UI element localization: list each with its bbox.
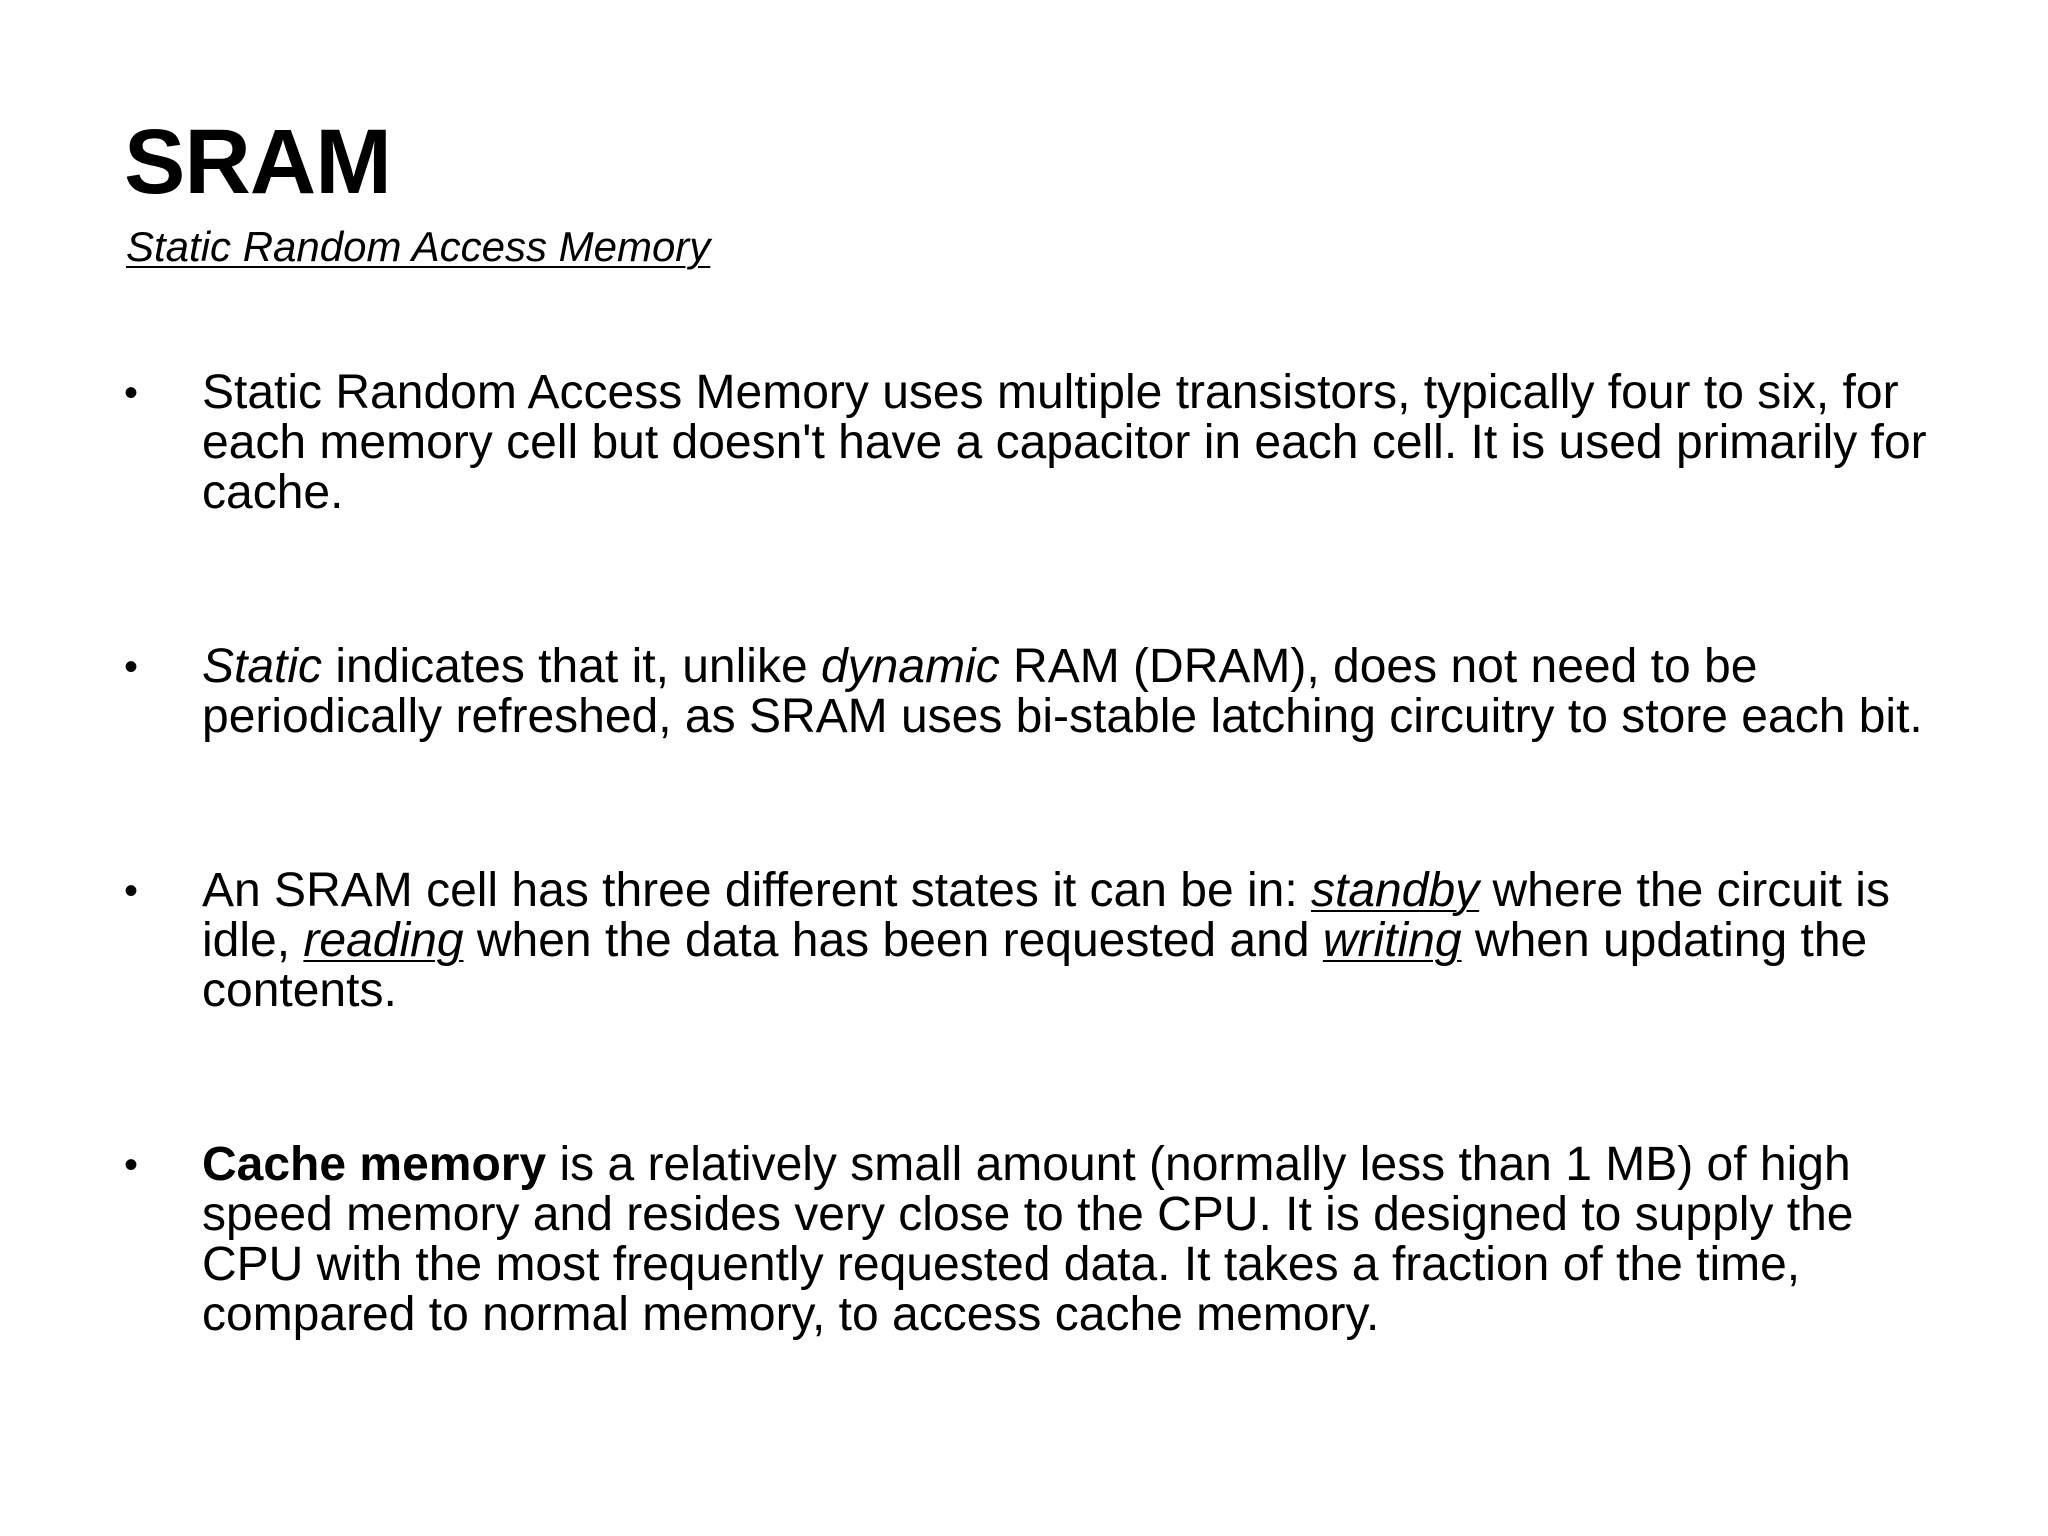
bullet-icon: •	[124, 371, 139, 415]
term-reading: reading	[303, 914, 464, 967]
bullet-list	[124, 368, 1964, 1464]
bullet-text: where the circuit is idle,	[202, 864, 1890, 967]
bullet-text: when updating the contents.	[202, 914, 1868, 1017]
bullet-icon: •	[124, 645, 139, 689]
bullet-text: is a relatively small amount (normally less than 1 MB) of high speed memory and resides very close to the CPU. It is designed to supply the CPU with the most frequently requested data. It takes a fraction of the time, compared to normal memory, to access cache memory.	[202, 1138, 1854, 1341]
bullet-item-sram-definition	[124, 368, 1964, 518]
bullet-text: Static Random Access Memory uses multiple transistors, typically four to six, for each memory cell but doesn't have a capacitor in each cell. It is used primarily for cache.	[202, 366, 1927, 519]
bullet-text: An SRAM cell has three different states it can be in:	[202, 864, 1312, 917]
term-dynamic: dynamic	[820, 640, 1000, 693]
term-standby: standby	[1311, 864, 1480, 917]
bullet-item-cache-memory	[124, 1140, 1964, 1340]
bullet-icon: •	[124, 869, 139, 913]
term-static: Static	[202, 640, 323, 693]
term-writing: writing	[1322, 914, 1462, 967]
bullet-icon: •	[124, 1143, 139, 1187]
bullet-text: when the data has been requested and	[463, 914, 1323, 967]
slide-title: SRAM	[124, 111, 391, 213]
bullet-text: RAM (DRAM), does not need to be periodically refreshed, as SRAM uses bi-stable latching circuitry to store each bit.	[202, 640, 1923, 743]
bullet-item-static-meaning	[124, 642, 1964, 742]
term-cache-memory: Cache memory	[202, 1138, 547, 1191]
bullet-text: indicates that it, unlike	[322, 640, 821, 693]
slide-subtitle: Static Random Access Memory	[126, 223, 711, 270]
bullet-item-sram-states	[124, 866, 1964, 1016]
